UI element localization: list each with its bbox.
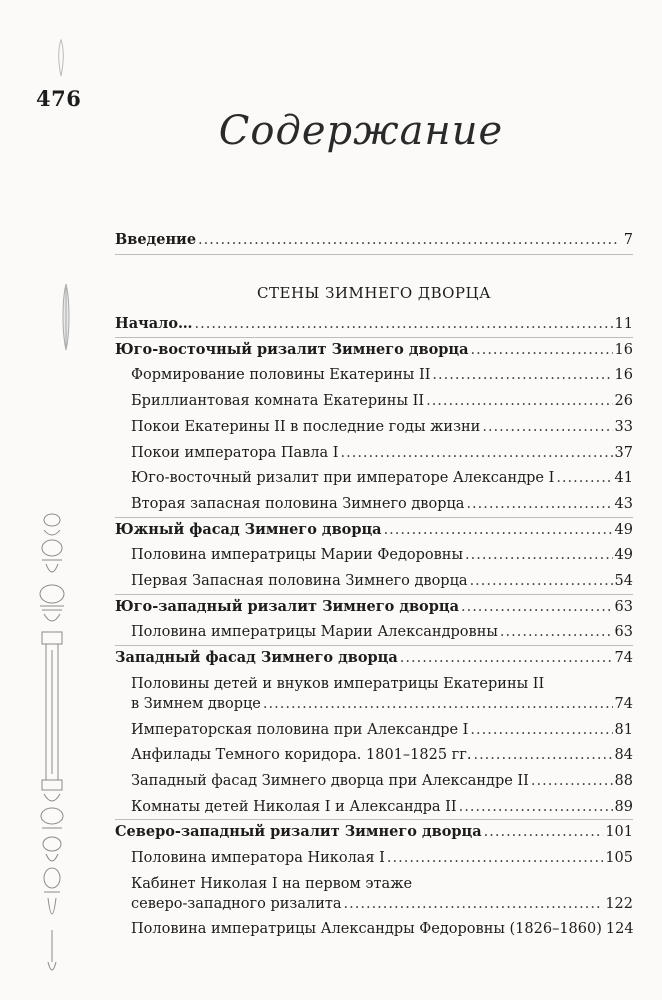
- toc-entry-intro[interactable]: [115, 230, 633, 250]
- toc-entry-page: 54: [614, 573, 633, 589]
- leader-dots: [263, 694, 613, 714]
- toc-entry-label-line1: Половины детей и внуков императрицы Екатерины II: [131, 675, 545, 692]
- toc-subentry[interactable]: [131, 919, 633, 939]
- toc-entry-page: 49: [614, 521, 633, 538]
- toc-entry-label: Юго-восточный ризалит при императоре Александре I: [131, 470, 555, 487]
- toc-entry-page: 105: [605, 850, 633, 866]
- toc-subentry[interactable]: [131, 391, 633, 411]
- toc-subentry[interactable]: [131, 571, 633, 591]
- divider: [115, 594, 633, 595]
- leader-dots: [500, 622, 613, 642]
- toc-entry-page: 74: [614, 695, 633, 712]
- toc-entry-label: Анфилады Темного коридора. 1801–1825 гг.: [131, 747, 472, 764]
- toc-subentry[interactable]: [131, 468, 633, 488]
- divider: [115, 337, 633, 338]
- toc-entry-label: Формирование половины Екатерины II: [131, 367, 431, 384]
- toc-entry-label: Северо-западный ризалит Зимнего дворца: [115, 823, 482, 841]
- toc-entry-page: 63: [614, 624, 633, 641]
- toc-entry-label: Половина императора Николая I: [131, 850, 385, 866]
- toc-entry-label: Половина императрицы Александры Федоровны (1826–1860): [131, 921, 602, 938]
- toc-subentry[interactable]: [131, 622, 633, 642]
- leader-dots: [484, 822, 604, 842]
- leader-dots: [459, 797, 613, 817]
- leader-dots: [466, 494, 612, 514]
- divider: [115, 517, 633, 518]
- toc-subentry[interactable]: [131, 848, 633, 868]
- toc-subentry[interactable]: [131, 771, 633, 791]
- toc-entry-label: Вторая запасная половина Зимнего дворца: [131, 495, 465, 512]
- leader-dots: [471, 340, 613, 360]
- toc-entry-page: 33: [614, 418, 633, 435]
- leader-dots: [465, 545, 613, 565]
- leader-dots: [195, 314, 613, 334]
- toc-chapter-entry[interactable]: [115, 648, 633, 668]
- leader-dots: [432, 365, 612, 385]
- toc-subentry[interactable]: [131, 745, 633, 765]
- toc-entry-page: 11: [614, 316, 633, 332]
- toc-entry-label: Императорская половина при Александре I: [131, 721, 469, 738]
- divider: [115, 254, 633, 255]
- toc-entry-label: Западный фасад Зимнего дворца при Александре II: [131, 772, 529, 789]
- toc-subentry[interactable]: [131, 417, 633, 437]
- toc-entry-label: Первая Запасная половина Зимнего дворца: [131, 573, 468, 589]
- toc-entry-page: 41: [614, 470, 633, 487]
- toc-subentry[interactable]: [131, 694, 633, 714]
- toc-entry-label: Половина императрицы Марии Федоровны: [131, 547, 463, 564]
- toc-subentry[interactable]: [131, 365, 633, 385]
- toc-entry-label: Начало…: [115, 315, 193, 332]
- leader-dots: [531, 771, 613, 791]
- page-number: 476: [36, 86, 82, 111]
- leader-dots: [400, 648, 613, 668]
- toc-entry-label: Юго-западный ризалит Зимнего дворца: [115, 597, 459, 615]
- leader-dots: [482, 417, 612, 437]
- top-ornament-icon: [54, 38, 68, 78]
- leader-dots: [384, 520, 613, 540]
- toc-entry-page: 74: [614, 650, 633, 667]
- side-ornament-icon: [60, 282, 72, 352]
- toc-entry-label: Половина императрицы Марии Александровны: [131, 624, 498, 641]
- toc-entry-page: 37: [614, 444, 633, 461]
- toc-entry-page: 63: [614, 598, 633, 615]
- toc-entry-label: Введение: [115, 231, 197, 248]
- toc-entry-page: 81: [614, 721, 633, 738]
- toc-entry-page: 16: [614, 367, 633, 384]
- toc-subentry[interactable]: [131, 443, 633, 463]
- toc-chapter-entry[interactable]: [115, 340, 633, 360]
- toc-subentry[interactable]: [131, 797, 633, 817]
- toc-entry-label: северо-западного ризалита: [131, 895, 342, 912]
- toc-entry-page: 89: [614, 798, 633, 815]
- page-title: Содержание: [218, 108, 504, 154]
- column-ornament-icon: [30, 510, 78, 980]
- section-heading: СТЕНЫ ЗИМНЕГО ДВОРЦА: [257, 284, 491, 302]
- toc-entry-page: 124: [605, 921, 634, 938]
- toc-subentry[interactable]: [131, 494, 633, 514]
- divider: [115, 645, 633, 646]
- toc-entry-page: 101: [605, 824, 633, 841]
- leader-dots: [341, 443, 613, 463]
- toc-entry-page: 122: [605, 895, 633, 912]
- toc-entry-label-line1: Кабинет Николая I на первом этаже: [131, 875, 413, 892]
- toc-entry-label: Юго-восточный ризалит Зимнего дворца: [115, 340, 469, 358]
- toc-entry-page: 49: [614, 547, 633, 564]
- toc-entry-page: 26: [614, 393, 633, 410]
- leader-dots: [426, 391, 612, 411]
- toc-entry-label: Западный фасад Зимнего дворца: [115, 649, 398, 667]
- leader-dots: [470, 571, 613, 591]
- toc-chapter-entry[interactable]: [115, 597, 633, 617]
- toc-entry-label: Покои императора Павла I: [131, 444, 339, 461]
- toc-subentry[interactable]: [131, 545, 633, 565]
- toc-chapter-entry[interactable]: [115, 520, 633, 540]
- divider: [115, 819, 633, 820]
- toc-entry-label: Бриллиантовая комната Екатерины II: [131, 393, 425, 410]
- toc-chapter-entry[interactable]: [115, 822, 633, 842]
- toc-entry-label: Покои Екатерины II в последние годы жизни: [131, 418, 481, 435]
- toc-entry-page: 16: [614, 341, 633, 358]
- toc-entry-label: в Зимнем дворце: [131, 695, 261, 712]
- leader-dots: [344, 894, 604, 914]
- toc-entry-label: Комнаты детей Николая I и Александра II: [131, 798, 457, 815]
- leader-dots: [470, 720, 612, 740]
- toc-entry-page: 7: [623, 232, 633, 248]
- toc-entry-page: 43: [614, 495, 633, 512]
- toc-chapter-entry[interactable]: [115, 314, 633, 334]
- leader-dots: [198, 230, 617, 250]
- toc-entry-page: 88: [614, 772, 633, 789]
- leader-dots: [473, 745, 612, 765]
- toc-entry-label: Южный фасад Зимнего дворца: [115, 520, 382, 538]
- toc-entry-page: 84: [614, 747, 633, 764]
- toc-subentry[interactable]: [131, 720, 633, 740]
- leader-dots: [461, 597, 613, 617]
- leader-dots: [387, 848, 603, 868]
- leader-dots: [556, 468, 612, 488]
- toc-subentry[interactable]: [131, 894, 633, 914]
